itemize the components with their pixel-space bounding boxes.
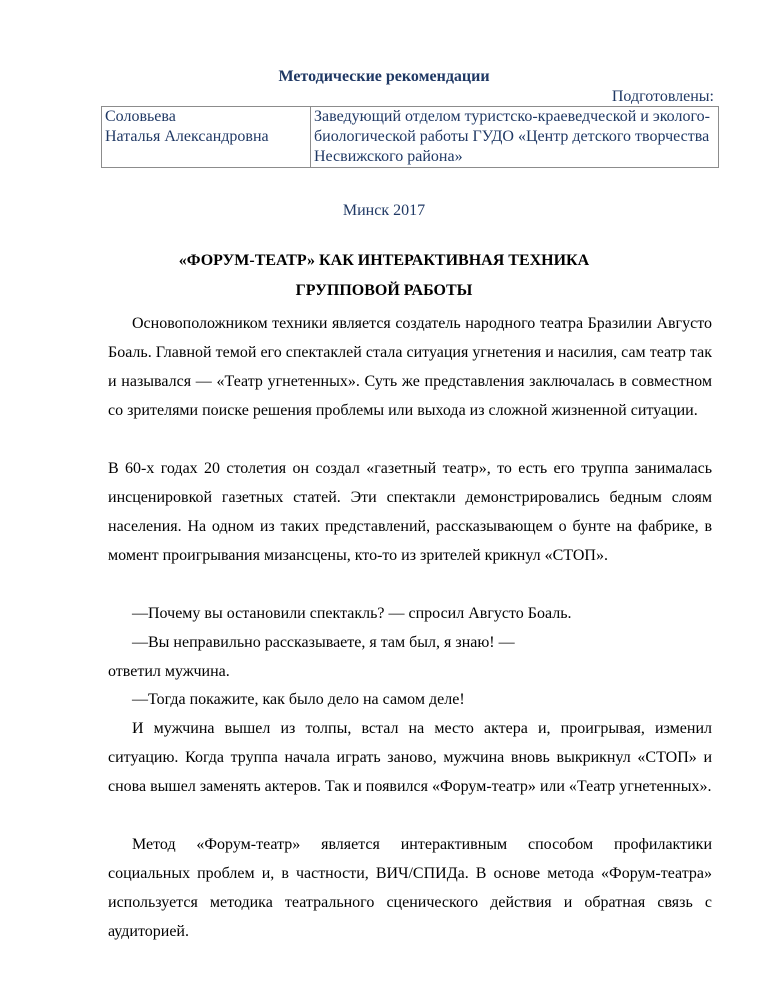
author-table bbox=[101, 106, 719, 168]
paragraph-3: И мужчина вышел из толпы, встал на место актера и, проигрывая, изменил ситуацию. Когда труппа начала играть заново, мужчина вновь выкрикнул «СТОП» и снова вышел заменять актеров. Так и появился «Форум-театр» или «Театр угнетенных». bbox=[108, 720, 712, 795]
author-name-cell bbox=[102, 107, 311, 168]
author-surname: Соловьева bbox=[105, 108, 176, 125]
heading-line-2: ГРУППОВОЙ РАБОТЫ bbox=[295, 282, 473, 299]
dialog-line-3: —Тогда покажите, как было дело на самом деле! bbox=[132, 691, 465, 708]
dialog-line-2: —Вы неправильно рассказываете, я там был, я знаю! — bbox=[132, 634, 515, 651]
author-given-names: Наталья Александровна bbox=[105, 128, 269, 145]
author-position-cell: Заведующий отделом туристско-краеведческой и эколого-биологической работы ГУДО «Центр детского творчества Несвижского района» bbox=[311, 107, 719, 168]
author-row bbox=[102, 107, 719, 168]
paragraph-2: В 60-х годах 20 столетия он создал «газетный театр», то есть его труппа занималась инсценировкой газетных статей. Эти спектакли демонстрировались бедным слоям населения. На одном из таких представлений, рассказывающем о бунте на фабрике, в момент проигрывания мизансцены, кто-то из зрителей крикнул «СТОП». bbox=[108, 460, 712, 564]
heading-line-1: «ФОРУМ-ТЕАТР» КАК ИНТЕРАКТИВНАЯ ТЕХНИКА bbox=[178, 252, 590, 269]
paragraph-1: Основоположником техники является создатель народного театра Бразилии Августо Боаль. Главной темой его спектаклей стала ситуация угнетения и насилия, сам театр так и назывался — «Театр угнетенных». Суть же представления заключалась в совместном со зрителями поиске решения проблемы или выхода из сложной жизненной ситуации. bbox=[108, 315, 712, 419]
city-year: Минск 2017 bbox=[342, 202, 426, 219]
dialog-line-1: —Почему вы остановили спектакль? — спросил Августо Боаль. bbox=[132, 605, 572, 622]
dialog-line-2-tail: ответил мужчина. bbox=[108, 663, 230, 680]
paragraph-4: Метод «Форум-театр» является интерактивным способом профилактики социальных проблем и, в частности, ВИЧ/СПИДа. В основе метода «Форум-театра» используется методика театрального сценического действия и обратная связь с аудиторией. bbox=[108, 836, 712, 940]
document-title: Методические рекомендации bbox=[278, 68, 490, 85]
prepared-label: Подготовлены: bbox=[611, 88, 714, 105]
